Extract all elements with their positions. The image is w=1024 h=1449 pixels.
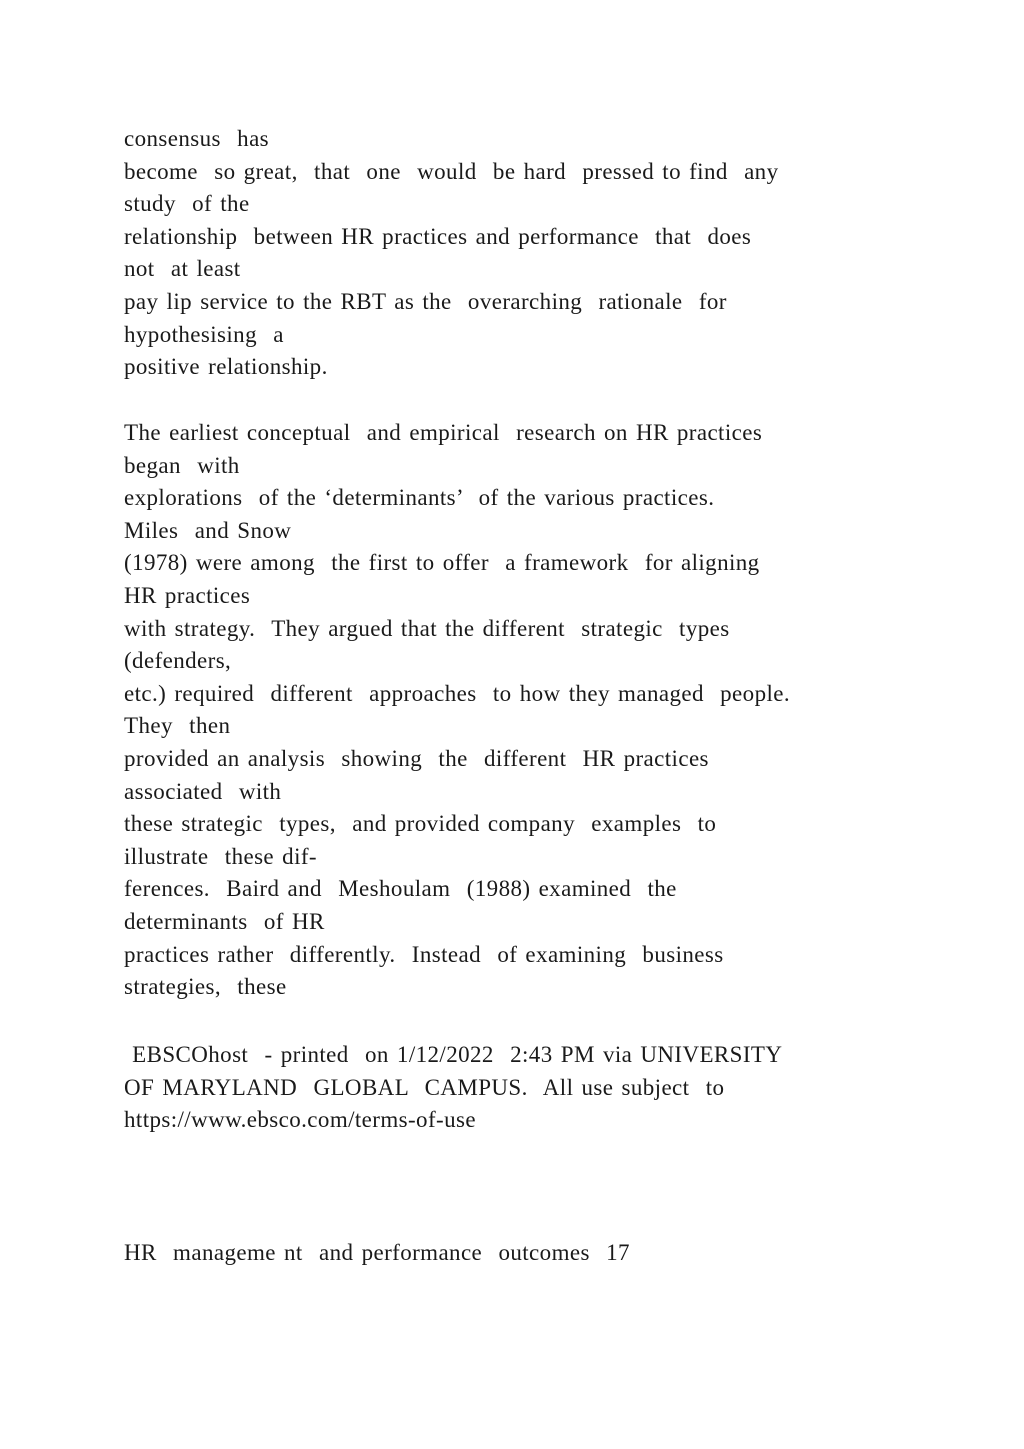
running-footer-text: HR manageme nt and performance outcomes 17: [124, 1240, 630, 1265]
text-line: (1978) were among the first to offer a framework for aligning: [124, 550, 760, 576]
text-line: positive relationship.: [124, 354, 328, 380]
text-line: provided an analysis showing the different HR practices: [124, 745, 709, 771]
text-line: with strategy. They argued that the different strategic types: [124, 615, 730, 641]
text-line: practices rather differently. Instead of examining business: [124, 941, 724, 967]
text-line: relationship between HR practices and performance that does: [124, 223, 752, 249]
ebsco-print-notice: [124, 1039, 924, 1137]
text-line: pay lip service to the RBT as the overarching rationale for: [124, 288, 727, 314]
text-line: (defenders,: [124, 648, 232, 674]
text-line: ferences. Baird and Meshoulam (1988) examined the: [124, 876, 677, 902]
text-line: explorations of the ‘determinants’ of the various practices.: [124, 485, 715, 511]
text-line: hypothesising a: [124, 321, 284, 347]
text-line: not at least: [124, 256, 241, 282]
text-line: They then: [124, 713, 231, 739]
text-line: The earliest conceptual and empirical research on HR practices: [124, 420, 763, 445]
text-line: etc.) required different approaches to how they managed people.: [124, 680, 791, 706]
text-line: strategies, these: [124, 974, 287, 1000]
running-footer: [124, 1237, 924, 1270]
print-notice-line: EBSCOhost - printed on 1/12/2022 2:43 PM via UNIVERSITY: [124, 1042, 783, 1067]
text-line: began with: [124, 452, 240, 478]
text-line: consensus has: [124, 126, 270, 151]
text-line: these strategic types, and provided company examples to: [124, 811, 717, 837]
text-line: HR practices: [124, 582, 251, 608]
text-line: study of the: [124, 191, 250, 217]
text-line: illustrate these dif-: [124, 843, 317, 869]
text-line: determinants of HR: [124, 908, 325, 934]
text-line: Miles and Snow: [124, 517, 292, 543]
terms-of-use-url: https://www.ebsco.com/terms-of-use: [124, 1107, 476, 1133]
paragraph-consensus: [124, 123, 924, 384]
print-notice-line: OF MARYLAND GLOBAL CAMPUS. All use subject to: [124, 1074, 725, 1100]
text-line: become so great, that one would be hard pressed to find any: [124, 158, 779, 184]
paragraph-earliest-research: [124, 417, 924, 1004]
text-line: associated with: [124, 778, 282, 804]
